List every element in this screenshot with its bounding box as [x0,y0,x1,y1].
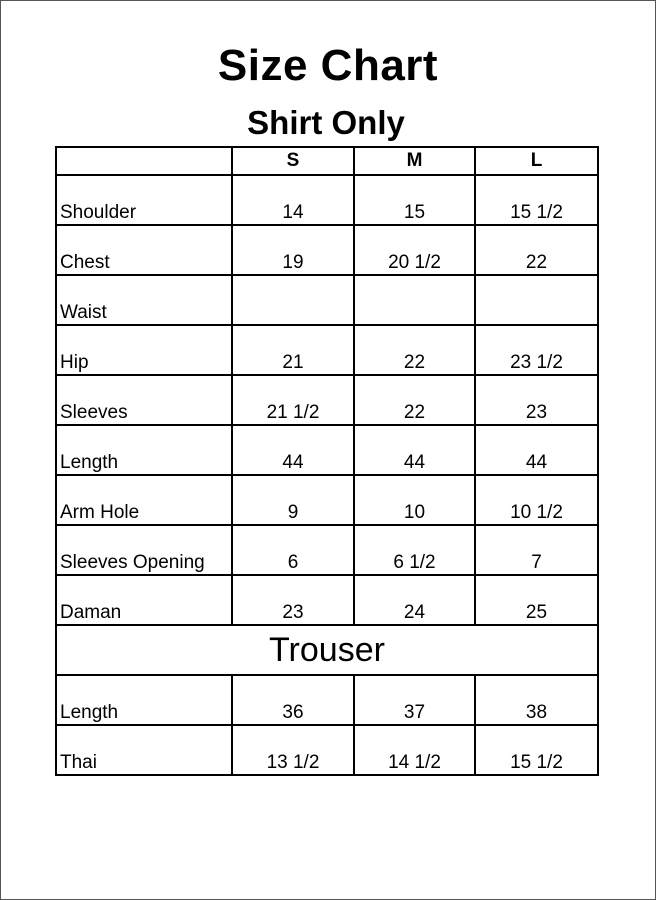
table-row-chest [56,225,598,275]
header-cell-empty [56,147,232,175]
value-s: 6 [232,525,354,575]
value-l: 38 [475,675,598,725]
table-row-trouser-thai [56,725,598,775]
value-s [232,275,354,325]
value-l: 25 [475,575,598,625]
value-s: 44 [232,425,354,475]
value-m: 22 [354,375,475,425]
row-label: Sleeves Opening [56,525,232,575]
value-l: 23 1/2 [475,325,598,375]
value-m: 6 1/2 [354,525,475,575]
value-m: 14 1/2 [354,725,475,775]
value-l: 10 1/2 [475,475,598,525]
table-row-arm-hole [56,475,598,525]
trouser-section-row [56,625,598,675]
value-s: 21 1/2 [232,375,354,425]
value-l: 15 1/2 [475,725,598,775]
value-m: 44 [354,425,475,475]
table-row-length [56,425,598,475]
value-m: 22 [354,325,475,375]
table-row-sleeves [56,375,598,425]
table-row-waist [56,275,598,325]
header-cell-m: M [354,147,475,175]
value-l: 22 [475,225,598,275]
value-l [475,275,598,325]
row-label: Length [56,425,232,475]
row-label: Thai [56,725,232,775]
value-l: 44 [475,425,598,475]
value-m: 24 [354,575,475,625]
value-s: 14 [232,175,354,225]
row-label: Chest [56,225,232,275]
page-title: Size Chart [217,41,439,90]
value-s: 36 [232,675,354,725]
size-chart-table [55,146,599,776]
trouser-heading: Trouser [56,625,598,675]
table-row-hip [56,325,598,375]
value-m: 37 [354,675,475,725]
value-s: 9 [232,475,354,525]
value-s: 23 [232,575,354,625]
table-row-sleeves-opening [56,525,598,575]
value-s: 19 [232,225,354,275]
value-m [354,275,475,325]
row-label: Shoulder [56,175,232,225]
value-s: 21 [232,325,354,375]
table-row-shoulder [56,175,598,225]
value-s: 13 1/2 [232,725,354,775]
row-label: Daman [56,575,232,625]
table-row-trouser-length [56,675,598,725]
value-m: 10 [354,475,475,525]
value-l: 23 [475,375,598,425]
table-row-daman [56,575,598,625]
header-cell-l: L [475,147,598,175]
page-subtitle: Shirt Only [247,104,405,141]
row-label: Hip [56,325,232,375]
value-l: 7 [475,525,598,575]
row-label: Waist [56,275,232,325]
header-row [56,147,598,175]
header-cell-s: S [232,147,354,175]
value-m: 15 [354,175,475,225]
row-label: Length [56,675,232,725]
value-m: 20 1/2 [354,225,475,275]
row-label: Arm Hole [56,475,232,525]
value-l: 15 1/2 [475,175,598,225]
row-label: Sleeves [56,375,232,425]
